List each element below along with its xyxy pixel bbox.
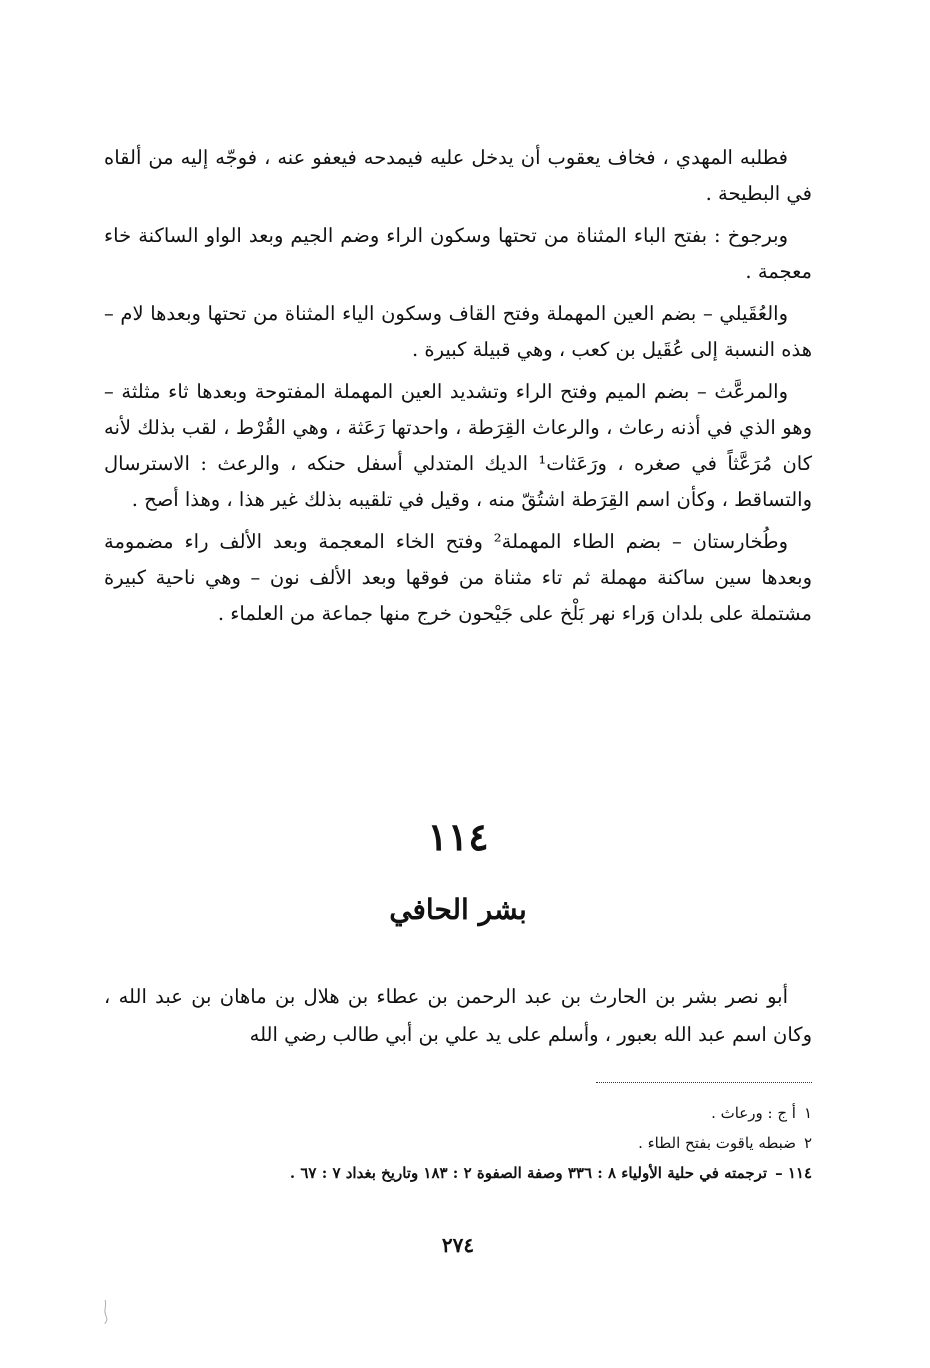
paragraph-barjukh: وبرجوخ : بفتح الباء المثناة من تحتها وسكون الراء وضم الجيم وبعد الواو الساكنة خاء معجمة . xyxy=(104,224,812,283)
entry-title: بشر الحافي xyxy=(389,893,527,926)
biography-paragraph: أبو نصر بشر بن الحارث بن عبد الرحمن بن عطاء بن هلال بن ماهان بن عبد الله ، وكان اسم عبد الله بعبور ، وأسلم على يد علي بن أبي طالب رضي الله xyxy=(104,985,812,1046)
footnote-1-number: ١ xyxy=(803,1104,812,1122)
footnote-entry-text: ترجمته في حلية الأولياء ٨ : ٣٣٦ وصفة الصفوة ٢ : ١٨٣ وتاريخ بغداد ٧ : ٦٧ . xyxy=(289,1164,768,1182)
footnote-1 xyxy=(104,1098,812,1128)
footnote-2-number: ٢ xyxy=(803,1134,812,1152)
body-text xyxy=(104,140,812,638)
footnote-2 xyxy=(104,1128,812,1158)
page-number: ٢٧٤ xyxy=(441,1233,475,1257)
paragraph-muraath: والمرعَّث – بضم الميم وفتح الراء وتشديد العين المهملة المفتوحة وبعدها ثاء مثلثة – وهو الذي في أذنه رعاث ، والرعاث القِرَطة ، واحدتها رَعَثة ، وهي القُرْط ، لقب بذلك لأنه كان مُرَعَّثاً في صغره ، ورَعَثات¹ الديك المتدلي أسفل حنكه ، والرعث : الاسترسال والتساقط ، وكأن اسم القِرَطة اشتُقّ منه ، وقيل في تلقيبه بذلك غير هذا ، وهذا أصح . xyxy=(104,380,812,511)
footnote-2-text: ضبطه ياقوت بفتح الطاء . xyxy=(638,1134,796,1152)
entry-number: ١١٤ xyxy=(427,814,489,859)
paragraph-mahdi: فطلبه المهدي ، فخاف يعقوب أن يدخل عليه فيمدحه فيعفو عنه ، فوجّه إليه من ألقاه في البطيحة . xyxy=(104,146,812,205)
paragraph-tukharistan: وطُخارستان – بضم الطاء المهملة² وفتح الخاء المعجمة وبعد الألف راء مضمومة وبعدها سين ساكنة مهملة ثم تاء مثناة من فوقها وبعد الألف نون – وهي ناحية كبيرة مشتملة على بلدان وَراء نهر بَلْخ على جَيْحون خرج منها جماعة من العلماء . xyxy=(104,530,812,625)
paragraph-uqayli: والعُقَيلي – بضم العين المهملة وفتح القاف وسكون الياء المثناة من تحتها وبعدها لام – هذه النسبة إلى عُقَيل بن كعب ، وهي قبيلة كبيرة . xyxy=(104,302,812,361)
footnotes xyxy=(104,1098,812,1188)
footnote-entry-number: ١١٤ – xyxy=(775,1164,812,1182)
margin-mark xyxy=(100,1298,110,1326)
footnote-1-text: أ ج : ورعاث . xyxy=(711,1104,796,1122)
biography-text xyxy=(104,978,812,1054)
footnote-separator xyxy=(596,1082,812,1083)
footnote-entry-reference xyxy=(104,1158,812,1188)
